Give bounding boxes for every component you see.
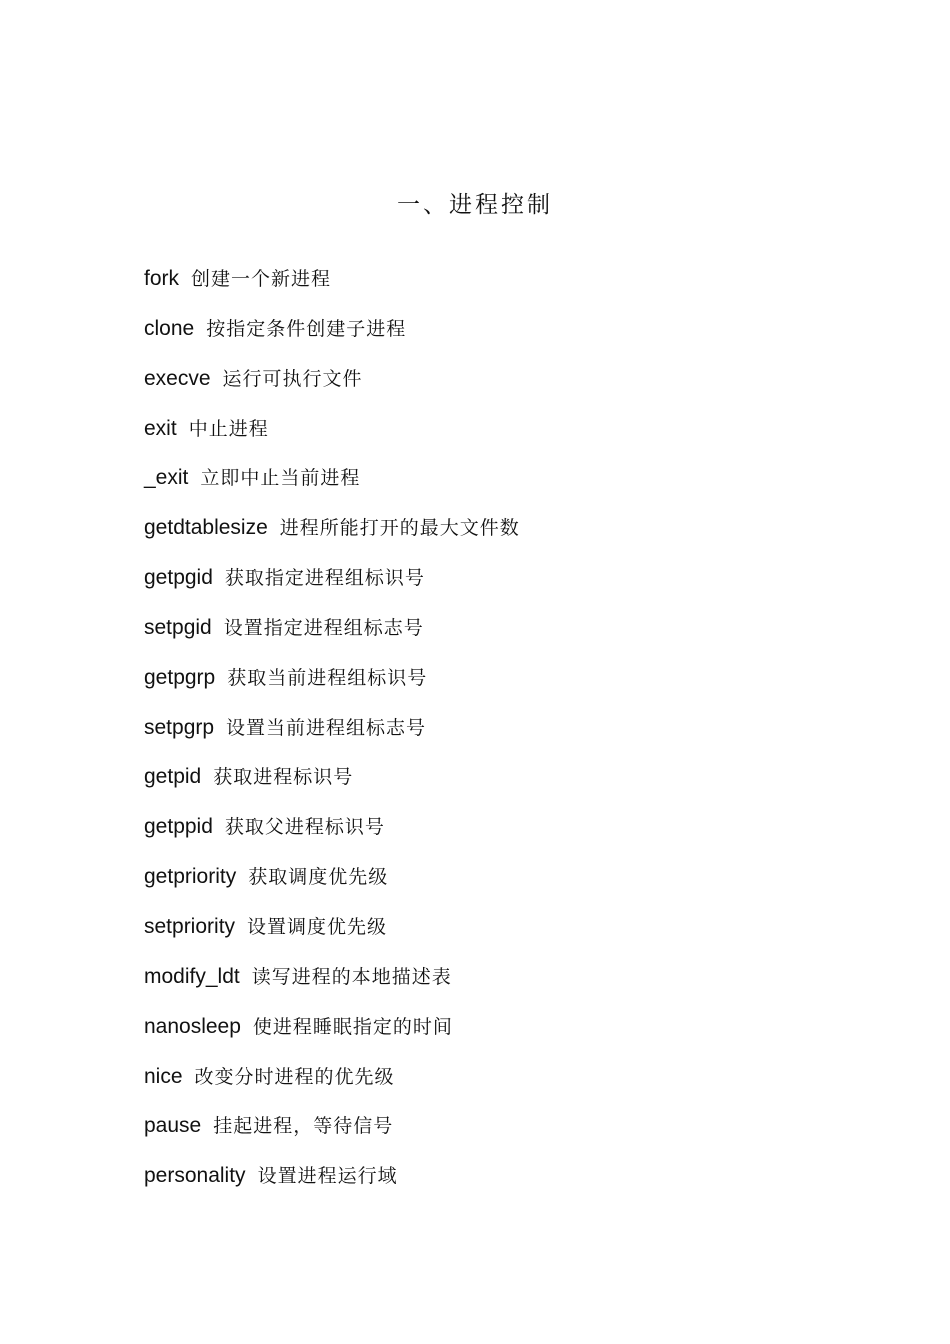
syscall-description: 设置调度优先级 — [247, 915, 388, 938]
list-item — [144, 458, 904, 508]
list-item — [144, 1007, 904, 1057]
syscall-name: clone — [144, 316, 195, 340]
syscall-description: 改变分时进程的优先级 — [194, 1065, 395, 1088]
syscall-name: getpid — [144, 765, 202, 789]
syscall-name: exit — [144, 416, 177, 440]
syscall-description: 进程所能打开的最大文件数 — [279, 517, 520, 540]
syscall-name: fork — [144, 267, 180, 290]
list-item — [144, 708, 904, 758]
syscall-description: 设置当前进程组标志号 — [226, 716, 427, 739]
syscall-name: getpriority — [144, 865, 237, 889]
syscall-name: personality — [144, 1164, 246, 1188]
section-title: 一、进程控制 — [397, 192, 553, 218]
list-item — [144, 508, 904, 558]
syscall-description: 使进程睡眠指定的时间 — [252, 1015, 453, 1038]
list-item — [144, 957, 904, 1007]
syscall-name: getdtablesize — [144, 516, 268, 540]
list-item — [144, 1057, 904, 1107]
syscall-description: 挂起进程，等待信号 — [213, 1115, 394, 1138]
list-item — [144, 1156, 904, 1206]
syscall-description: 设置指定进程组标志号 — [223, 616, 424, 639]
syscall-name: nanosleep — [144, 1014, 241, 1038]
syscall-description: 获取进程标识号 — [213, 766, 354, 789]
syscall-description: 读写进程的本地描述表 — [251, 965, 452, 988]
list-item — [144, 907, 904, 957]
syscall-description: 中止进程 — [188, 417, 269, 440]
syscall-description: 按指定条件创建子进程 — [206, 317, 407, 340]
list-item — [144, 259, 904, 309]
list-item — [144, 757, 904, 807]
syscall-description: 获取当前进程组标识号 — [227, 666, 428, 689]
syscall-description: 获取父进程标识号 — [224, 816, 385, 839]
list-item — [144, 359, 904, 409]
syscall-name: execve — [144, 366, 211, 390]
list-item — [144, 409, 904, 459]
syscall-description: 获取调度优先级 — [248, 866, 389, 889]
syscall-description: 获取指定进程组标识号 — [224, 567, 425, 590]
syscall-name: getpgid — [144, 566, 213, 590]
syscall-name: _exit — [144, 466, 189, 490]
list-item — [144, 658, 904, 708]
syscall-list — [144, 259, 904, 1206]
list-item — [144, 309, 904, 359]
list-item — [144, 558, 904, 608]
list-item — [144, 857, 904, 907]
syscall-name: getpgrp — [144, 665, 216, 689]
list-item — [144, 1106, 904, 1156]
syscall-name: nice — [144, 1064, 183, 1088]
list-item — [144, 807, 904, 857]
syscall-description: 创建一个新进程 — [191, 268, 332, 290]
syscall-description: 运行可执行文件 — [222, 367, 363, 390]
syscall-name: setpgid — [144, 615, 212, 639]
syscall-name: setpgrp — [144, 715, 215, 739]
syscall-description: 立即中止当前进程 — [200, 467, 361, 490]
syscall-description: 设置进程运行域 — [257, 1165, 398, 1188]
list-item — [144, 608, 904, 658]
syscall-name: setpriority — [144, 914, 236, 938]
syscall-name: getppid — [144, 815, 213, 839]
syscall-name: modify_ldt — [144, 964, 240, 988]
syscall-name: pause — [144, 1114, 202, 1138]
